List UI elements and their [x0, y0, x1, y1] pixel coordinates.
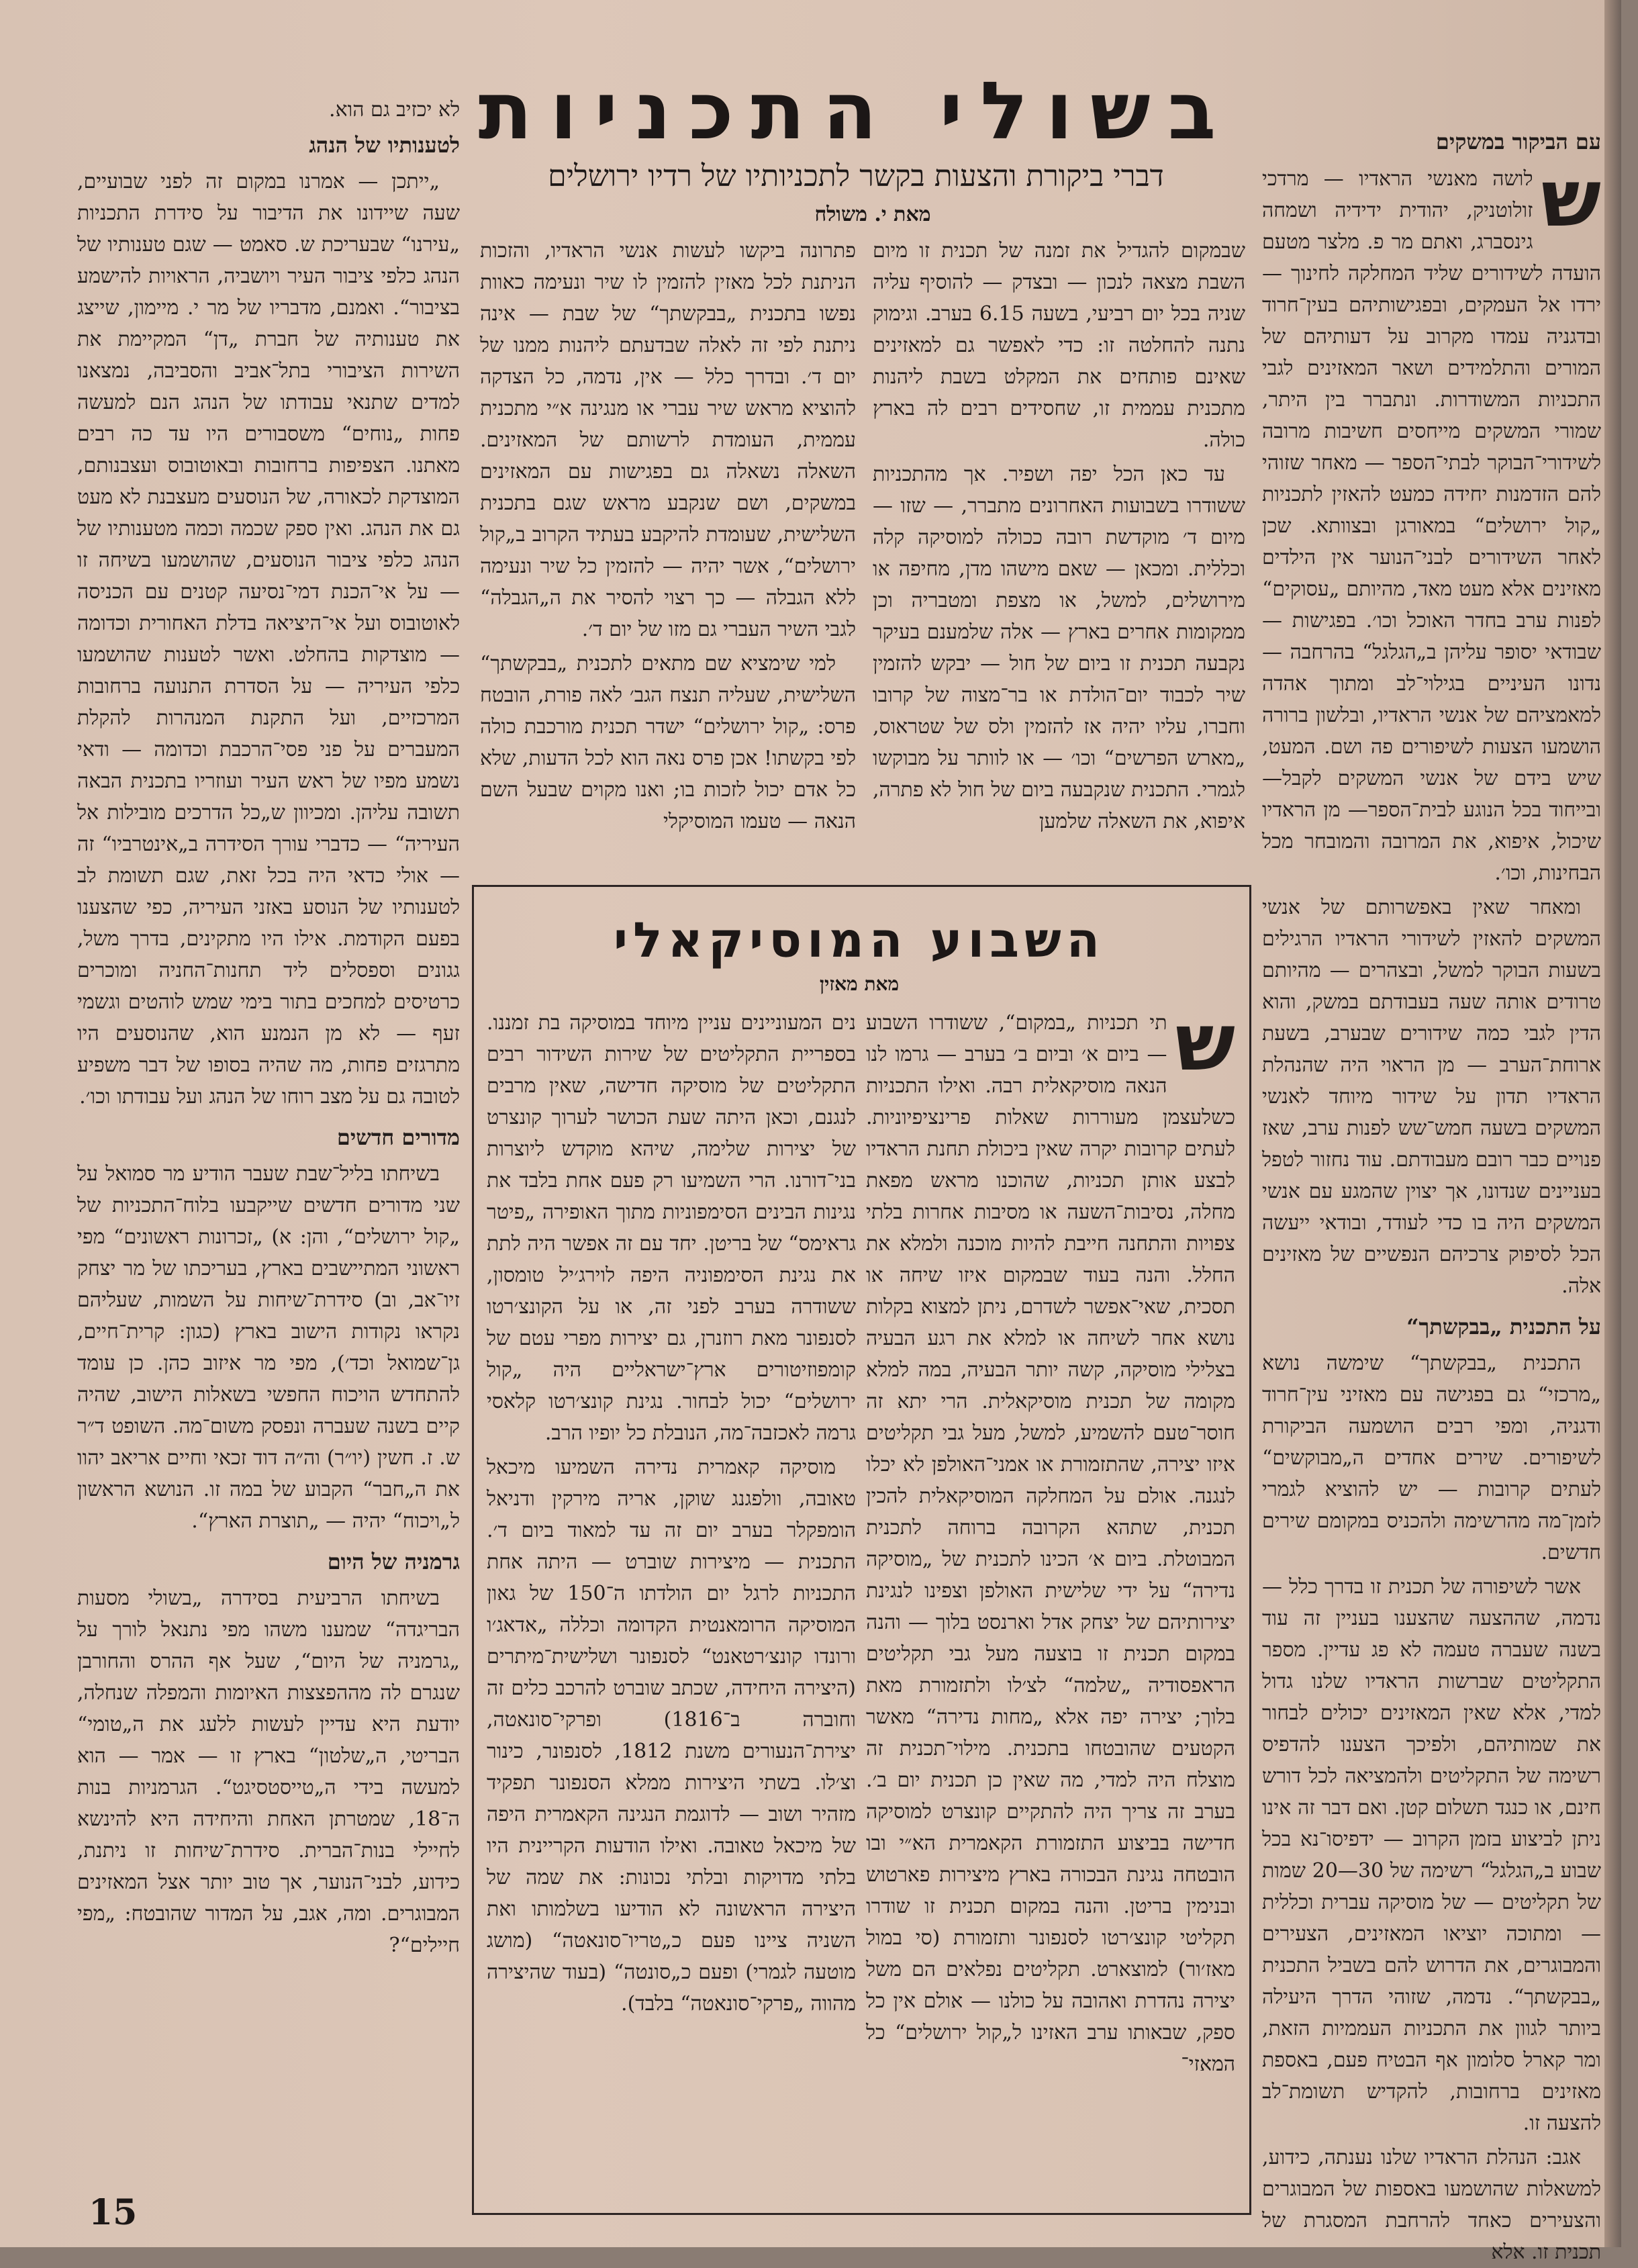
music-column-2	[487, 1007, 856, 2202]
feature-paragraph: בשיחתו בליל־שבת שעבר הודיע מר סמואל על שני מדורים חדשים שייקבעו בלוח־התכניות של „קול ירושלים“, והן: א) „זכרונות ראשונים“ מפי ראשוני המתיישבים בארץ, בעריכתו של מר יצחק זיו־אב, וב) סידרת־שיחות על השמות, שעליהם נקראו נקודות הישוב בארץ (כגון: קרית־חיים, גן־שמואל וכד׳), מפי מר איזוב כהן. כן עומד להתחדש הויכוח החפשי בשאלות הישוב, שהיה קיים בשנה שעברה ונפסק משום־מה. השופט ד״ר ש. ז. חשין (יו״ר) וה״ה דוד זכאי וחיים אריאב יהוו את ה„חבר“ הקבוע של במה זו. הנושא הראשון ל„ויכוח“ יהיה — „תוצרת הארץ“.	[77, 1162, 460, 1533]
music-byline: מאת מאזין	[819, 973, 900, 995]
feature-paragraph: התכנית „בבקשתך“ שימשה נושא „מרכזי“ גם בפגישה עם מאזיני עין־חרוד ודגניה, ומפי רבים הושמעה הביקורת לשיפורים. שירים אחדים ה„מבוקשים“ לעתים קרובות — יש להוציא לגמרי לזמן־מה מהרשימה ולהכניס במקומם שירים חדשים.	[1262, 1352, 1601, 1564]
music-paragraph: נים המעוניינים עניין מיוחד במוסיקה בת זמננו. בספריית התקליטים של שירות השידור רבים התקליטים של מוסיקה חדישה, שאין מרבים לנגנם, וכאן היתה שעת הכושר לערוך קונצרט של יצירות שלימה, שיהא מוקדש ליוצרות בני־דורנו. הרי השמיעו רק פעם אחת בלבד את נגינות הבינים הסימפוניות מתוך האופירה „פיטר גראימס“ של בריטן. יחד עם זה אפשר היה לתת את נגינת הסימפוניה היפה לוירג׳יל טומסון, ששודרה בערב לפני זה, או על הקונצ׳רטו לסנפונר מאת רוזנרן, גם יצירות מפרי עטם של קומפוזיטורים ארץ־ישראליים היה „קול ירושלים“ יכול לבחור. נגינת קונצ׳רטו קלאסי גרמה לאכזבה־מה, הנובלת כל יופיו הרב.	[487, 1011, 856, 1445]
feature-kicker: עם הביקור במשקים	[1435, 129, 1601, 154]
page-spine	[1604, 0, 1621, 2247]
feature-subhead-new-sections: מדורים חדשים	[336, 1125, 460, 1150]
feature-paragraph: „ייתכן — אמרנו במקום זה לפני שבועיים, שעה שיידונו את הדיבור על סידרת התכניות „עירנו“ שבעריכת ש. סאמט — שגם טענותיו של הנהג כלפי ציבור העיר ויושביה, הראויות להישמע בציבור“. ואמנם, מדבריו של מר י. מיימון, שייצג את טענותיה של חברת „דן“ המקיימת את השירות הציבורי בתל־אביב והסביבה, נמצאנו למדים שתנאי עבודתו של הנהג הנם למעשה פחות „נוחים“ משסבורים היו עד כה רבים מאתנו. הצפיפות ברחובות ובאוטובוס ועצבנותם, המוצדקת לכאורה, של הנוסעים מעצבנת לא מעט גם את הנהג. ואין ספק שכמה וכמה מטענותיו של הנהג כלפי ציבור הנוסעים, שהושמעו בשיחה זו — על אי־הכנת דמי־נסיעה קטנים עם הכניסה לאוטובוס ועל אי־היציאה בדלת האחורית וכדומה — מוצדקות בהחלט. ואשר לטענות שהושמעו כלפי העיריה — על הסדרת התנועה ברחובות המרכזיים, ועל התקנת המנהרות להקלת המעברים על פני פסי־הרכבת וכדומה — ודאי נשמע מפיו של ראש העיר ועוזריו בתכנית הבאה תשובה עליהן. ומכיוון ש„כל הדרכים מובילות אל העיריה“ — כדברי עורך הסידרה ב„אינטרביו“ זה — אולי כדאי היה בכל זאת, שגם תשומת לב לטענותיו של הנוסע באזני העיריה, כפי שהצענו בפעם הקודמת. אילו היו מתקינים, בדרך משל, גגונים וספסלים ליד תחנות־החניה ומוכרים כרטיסים למחכים בתור בימי שמש לוהטים וגשמי זעף — לא מן הנמנע הוא, שהנוסעים היו מתרגזים פחות, מה שהיה בסופו של דבר משפיע לטובה גם על מצב רוחו של הנהג ועל עבודתו וכו׳.	[77, 170, 460, 1108]
music-title: השבוע המוסיקאלי	[613, 912, 1106, 968]
feature-paragraph: פתרונה ביקשו לעשות אנשי הראדיו, והזכות הניתנת לכל מאזין להזמין לו שיר ונעימה כאוות נפשו בתכנית „בבקשתך“ של שבת — אינה ניתנת לפי זה לאלה שבדעתם ליהנות ממנו של יום ד׳. ובדרך כלל — אין, נדמה, כל הצדקה להוציא מראש שיר עברי או מנגינה א״י מתכנית עממית, העומדת לרשותם של המאזינים. השאלה נשאלה גם בפגישות עם המאזינים במשקים, ושם שנקבע מראש שגם בתכנית השלישית, שעומדת להיקבע בעתיד הקרוב ב„קול ירושלים“, אשר יהיה — להזמין כל שיר ונעימה ללא הגבלה — כך רצוי להסיר את ה„הגבלה“ לגבי השיר העברי גם מזו של יום ד׳.	[480, 239, 856, 641]
feature-title: בשולי התכניות	[478, 64, 1234, 157]
feature-column-1	[1262, 126, 1601, 2264]
page-number: 15	[89, 2192, 138, 2233]
feature-paragraph: עד כאן הכל יפה ושפיר. אך מהתכניות ששודרו בשבועות האחרונים מתברר, — שזו — מיום ד׳ מוקדשת רובה ככולה למוסיקה קלה וכללית. ומכאן — שאם מישהו מדן, מחיפה או מירושלים, למשל, או מצפת ומטבריה וכן ממקומות אחרים בארץ — אלה שלמענם בעיקר נקבעה תכנית זו ביום של חול — יבקש להזמין שיר לכבוד יום־הולדת או בר־מצוה של קרובו וחברו, עליו יהיה אז להזמין ולס של שטראוס, „מארש הפרשים“ וכו׳ — או לוותר על מבוקשו לגמרי. התכנית שנקבעה ביום של חול לא פתרה, איפוא, את השאלה שלמען	[873, 463, 1245, 833]
feature-drop-cap: ש	[1541, 152, 1601, 244]
feature-paragraph: ומאחר שאין באפשרותם של אנשי המשקים להאזין לשידורי הראדיו הרגילים בשעות הבוקר למשל, ובצהרים — מהיותם טרודים אותה שעה בעבודתם במשק, והוא הדין לגבי כמה שידורים שבערב, בשעת ארוחת־הערב — מן הראוי היה שהנהלת הראדיו תדון על שידור מיוחד לאנשי המשקים בשעה חמש־שש לפנות ערב, שאז פנויים כבר רובם מעבודתם. עוד נחזור לטפל בעניינים שנדונו, אך יצוין שהמגע עם אנשי המשקים היה בו כדי לעודד, ובודאי ייעשה הכל לסיפוק צרכיהם הנפשיים של מאזינים אלה.	[1262, 896, 1601, 1298]
feature-subtitle: דברי ביקורת והצעות בקשר לתכניותיו של רדיו ירושלים	[548, 159, 1164, 193]
feature-column-3	[480, 235, 856, 859]
feature-subhead-germany: גרמניה של היום	[327, 1549, 460, 1574]
feature-paragraph: שבמקום להגדיל את זמנה של תכנית זו מיום השבת מצאה לנכון — ובצדק — להוסיף עליה שניה בכל יום רביעי, בשעה 6.15 בערב. וגימוק נתנה להחלטה זו: כדי לאפשר גם למאזינים שאינם פותחים את המקלט בשבת ליהנות מתכנית עממית זו, שחסידים רבים לה בארץ כולה.	[873, 239, 1245, 452]
music-paragraph: מוסיקה קאמרית נדירה השמיעו מיכאל טאובה, וולפגנג שוקן, אריה מירקין ודניאל הומפקלר בערב יום זה עד למאוד ביום ד׳. התכנית — מיצירות שוברט — היתה אחת התכניות לרגל יום הולדתו ה־150 של גאון המוסיקה הרומאנטית הקדומה וכללה „אדאג׳ו ורונדו קונצ׳רטאנט“ לסנפונר ושלישית־מיתרים (היצירה היחידה, שכתב שוברט להרכב כלים זה וחוברה ב־1816) ופרקי־סונאטה, יצירת־הנעורים משנת 1812, לסנפונר, כינור וצ׳לו. בשתי היצירות ממלא הסנפונר תפקיד מזהיר ושוב — לדוגמת הנגינה הקאמרית היפה של מיכאל טאובה. ואילו הודעות הקריינית היו בלתי מדויקות ובלתי נכונות: את שמה של היצירה הראשונה לא הודיעו בשלמותו ואת השניה ציינו פעם כ„טריו־סונאטה“ (מושג מוטעה לגמרי) ופעם כ„סונטה“ (בעוד שהיצירה מהווה „פרקי־סונאטה“ בלבד).	[487, 1456, 857, 2016]
feature-paragraph: בשיחתו הרביעית בסידרה „בשולי מסעות הבריגדה“ שמענו משהו מפי נתנאל לורך על „גרמניה של היום“, שעל אף ההרס והחורבן שנגרם לה מההפצצות האיומות והמפלה שנחלה, יודעת היא עדיין לעשות ללעג את ה„טומי“ הבריטי, ה„שלטון“ בארץ זו — אמר — הוא למעשה בידי ה„טייסטסיגט“. הגרמניות בנות ה־18, שמטרתן האחת והיחידה היא להינשא לחיילי בנות־הברית. סידרת־שיחות זו ניתנת, כידוע, לבני־הנוער, אך טוב יותר אצל המאזינים המבוגרים. ומה, אגב, על המדור שהובטח: „מפי חיילים“?	[77, 1587, 460, 1957]
feature-column-4	[77, 94, 460, 2189]
music-column-1	[866, 996, 1235, 2202]
feature-paragraph: אשר לשיפורה של תכנית זו בדרך כלל — נדמה, שההצעה שהצענו בעניין זה עוד בשנה שעברה טעמה לא פג עדיין. מספר התקליטים שברשות הראדיו שלנו גדול למדי, אלא שאין המאזינים יכולים לבחור את שמותיהם, ולפיכך הצענו להדפיס רשימה של התקליטים ולהמציאה לכל דורש חינם, או כנגד תשלום קטן. ואם דבר זה אינו ניתן לביצוע בזמן הקרוב — ידפיסו־נא בכל שבוע ב„הגלגל“ רשימה של 30—20 שמות של תקליטים — של מוסיקה עברית וכללית — ומתוכה יוציאו המאזינים, הצעירים והמבוגרים, את הדרוש להם בשביל התכנית „בבקשתך“. נדמה, שזוהי הדרך היעילה ביותר לגוון את התכניות העממיות הזאת, ומר קארל סלומון אף הבטיח פעם, באספת מאזינים ברחובות, להקדיש תשומת־לב להצעה זו.	[1262, 1575, 1601, 2135]
feature-byline: מאת י. משולח	[814, 203, 931, 226]
music-drop-cap: ש	[1175, 996, 1235, 1088]
feature-paragraph: אגב: הנהלת הראדיו שלנו נענתה, כידוע, למשאלות שהושמעו באספות של המבוגרים והצעירים כאחד להרחבת המסגרת של תכנית זו. אלא	[1262, 2146, 1601, 2264]
feature-column-2	[873, 235, 1245, 859]
feature-subhead-driver: לטענותיו של הנהג	[309, 132, 460, 158]
feature-paragraph: לא יכזיב גם הוא.	[329, 98, 460, 122]
feature-paragraph: לושה מאנשי הראדיו — מרדכי זולוטניק, יהודית ידידיה ושמחה גינסברג, ואתם מר פ. מלצר מטעם הועדה לשידורים שליד המחלקה לחינוך — ירדו אל העמקים, ובפגישותיהם בעין־חרוד ובדגניה עמדו מקרוב על דעותיהם של המורים והתלמידים ושאר המאזינים לגבי התכניות המשודרות. ונתברר בין היתר, שמורי המשקים מייחסים חשיבות מרובה לשידורי־הבוקר לבתי־הספר — מאחר שזוהי להם הזדמנות יחידה כמעט להאזין לתכניות „קול ירושלים“ במאורגן ובצוותא. שכן לאחר השידורים לבני־הנוער אין הילדים מאזינים אלא מעט מאד, מהיותם „עסוקים“ לפנות ערב בחדר האוכל וכו׳. בפגישות — שבודאי יסופר עליהן ב„הגלגל“ בהרחבה — נדונו העיניים בגילוי־לב ומתוך אהדה למאמציהם של אנשי הראדיו, ובלשון ברורה הושמעו הצעות לשיפורים פה ושם. המעט, שיש בידם של אנשי המשקים לקבל—ובייחוד בכל הנוגע לבית־הספר— מן הראדיו שיכול, איפוא, את המרובה והמובחר מכל הבחינות, וכו׳.	[1262, 167, 1601, 885]
feature-subhead-bevakashatcha: על התכנית „בבקשתך“	[1406, 1314, 1601, 1339]
music-paragraph: תי תכניות „במקום“, ששודרו השבוע — ביום א׳ וביום ב׳ בערב — גרמו לנו הנאה מוסיקאלית רבה. ואילו התכניות כשלעצמן מעוררות שאלות פרינציפיוניות. לעתים קרובות יקרה שאין ביכולת תחנת הראדיו לבצע אותן תכניות, שהוכנו מראש מפאת מחלה, נסיבות־השעה או מסיבות אחרות בלתי צפויות והתחנה חייבת להיות מוכנה ולמלא את החלל. והנה בעוד שבמקום איזו שיחה או תסכית, שאי־אפשר לשדרם, ניתן למצוא בקלות נושא אחר לשיחה או למלא את רגע הבעיה בצלילי מוסיקה, קשה יותר הבעיה, במה למלא מקומה של תכנית מוסיקאלית. הרי יתא זה חוסר־טעם להשמיע, למשל, מעל גבי תקליטים איזו יצירה, שהתזמורת או אמני־האולפן לא יכלו לנגנה. אולם על המחלקה המוסיקאלית להכין תכנית, שתהא הקרובה ברוחה לתכנית המבוטלת. ביום א׳ הכינו לתכנית של „מוסיקה נדירה“ על ידי שלישית האולפן וצפינו לנגינת יצירותיהם של יצחק אדל וארנסט בלוך — והנה במקום תכנית זו בוצעה מעל גבי תקליטים הראפסודיה „שלמה“ לצ׳לו ולתזמורת מאת בלוך; יצירה יפה אלא „מחות נדירה“ מאשר הקטעים שהובטחו בתכנית. מילוי־תכנית זה מוצלח היה למדי, מה שאין כן תכנית יום ב׳. בערב זה צריך היה להתקיים קונצרט למוסיקה חדישה בביצוע התזמורת הקאמרית הא״י ובו הובטחה נגינת הבכורה בארץ מיצירות פארטוש ובנימין בריטן. והנה במקום תכנית זו שודרו תקליטי קונצ׳רטו לסנפונר ותזמורת (סי במול מאז׳ור) למוצארט. תקליטים נפלאים הם משל יצירה נהדרת ואהובה על כולנו — אולם אין כל ספק, שבאותו ערב האזינו ל„קול ירושלים“ כל המאזי־	[866, 1011, 1235, 2076]
feature-paragraph: למי שימציא שם מתאים לתכנית „בבקשתך“ השלישית, שעליה תנצח הגב׳ לאה פורת, הובטח פרס: „קול ירושלים“ ישדר תכנית מורכבת כולה לפי בקשתו! אכן פרס נאה הוא לכל הדעות, שלא כל אדם יכול לזכות בו; ואנו מקוים שבעל השם הנאה — טעמו המוסיקלי	[480, 652, 856, 833]
